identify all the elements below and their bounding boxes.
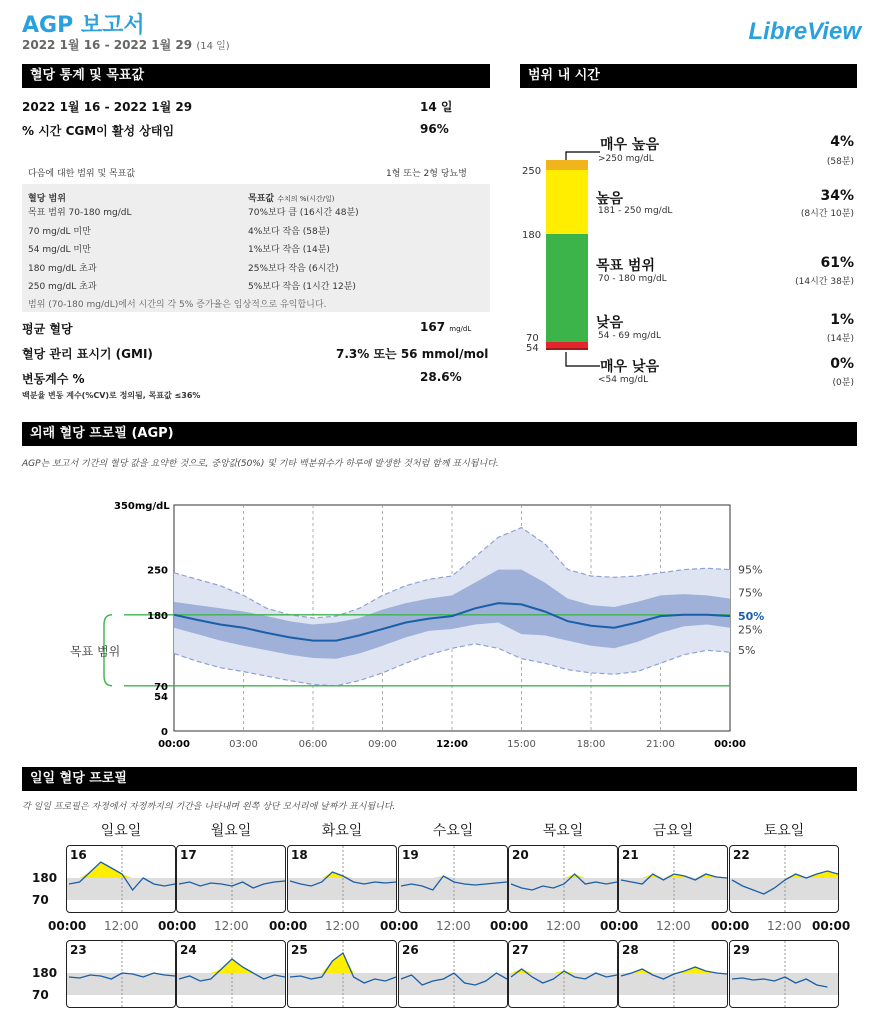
daily-target-band bbox=[177, 878, 286, 900]
daily-date-25: 25 bbox=[291, 943, 308, 957]
agp-pct-label-2: 50% bbox=[738, 610, 765, 624]
target-value-1: 4%보다 작음 (58분) bbox=[248, 227, 330, 237]
agp-x-tick-3: 09:00 bbox=[368, 739, 397, 750]
daily-date-24: 24 bbox=[180, 943, 197, 957]
avg-glucose-label: 평균 혈당 bbox=[22, 322, 73, 336]
days-note: (14 일) bbox=[196, 41, 230, 52]
target-value-2: 1%보다 작음 (14분) bbox=[248, 245, 330, 255]
tir-label-very-low: 매우 낮음 bbox=[600, 359, 659, 375]
daily-cell-29 bbox=[729, 940, 839, 1008]
tir-label-low: 낮음 bbox=[596, 315, 624, 331]
avg-glucose-value bbox=[420, 320, 471, 334]
agp-pct-label-1: 75% bbox=[738, 586, 763, 600]
daily-date-29: 29 bbox=[733, 943, 750, 957]
daily-target-band bbox=[619, 973, 728, 995]
tir-connector-veryhigh bbox=[566, 152, 600, 160]
targets-intro: 다음에 대한 범위 및 목표값 bbox=[28, 169, 136, 179]
gmi-value: 7.3% 또는 56 mmol/mol bbox=[336, 347, 489, 361]
weekday-2: 화요일 bbox=[321, 823, 363, 839]
agp-x-tick-5: 15:00 bbox=[507, 739, 536, 750]
daily-date-28: 28 bbox=[622, 943, 639, 957]
tir-axis-250: 250 bbox=[522, 166, 542, 177]
tir-pct-very-low: 0% bbox=[830, 356, 854, 372]
avg-glucose-unit: mg/dL bbox=[449, 325, 472, 333]
col-target-sub: 수치의 %(시간/일) bbox=[277, 195, 335, 203]
daily-date-23: 23 bbox=[70, 943, 87, 957]
daily-target-band bbox=[288, 878, 397, 900]
daily-date-27: 27 bbox=[512, 943, 529, 957]
tir-pct-target: 61% bbox=[820, 255, 854, 271]
cv-value: 28.6% bbox=[420, 370, 462, 384]
daily-x-label-end: 00:00 bbox=[812, 919, 851, 933]
tir-pct-low: 1% bbox=[830, 312, 854, 328]
tir-axis-70: 70 bbox=[526, 333, 539, 344]
targets-note: 범위 (70-180 mg/dL)에서 시간의 각 5% 증가율은 임상적으로 유익합니다. bbox=[28, 300, 327, 310]
agp-target-label: 목표 범위 bbox=[70, 644, 121, 659]
daily-x-label-noon-6: 12:00 bbox=[767, 919, 802, 933]
agp-description: AGP는 보고서 기간의 혈당 값을 요약한 것으로, 중앙값(50%) 및 기타 백분위수가 하루에 발생한 것처럼 함께 표시됩니다. bbox=[22, 459, 499, 469]
weekday-4: 목요일 bbox=[542, 823, 584, 839]
daily-target-band bbox=[619, 878, 728, 900]
daily-cell-18 bbox=[287, 845, 397, 913]
daily-target-band bbox=[288, 973, 397, 995]
daily-date-21: 21 bbox=[622, 848, 639, 862]
tir-time-low: (14분) bbox=[826, 334, 854, 344]
weekday-0: 일요일 bbox=[100, 823, 142, 839]
tir-time-high: (8시간 10분) bbox=[800, 209, 854, 219]
daily-date-16: 16 bbox=[70, 848, 87, 862]
tir-bar-target bbox=[546, 234, 588, 342]
targets-table bbox=[22, 184, 490, 312]
target-range-3: 180 mg/dL 초과 bbox=[28, 264, 97, 274]
agp-chart bbox=[22, 488, 857, 763]
agp-y-tick-250: 250 bbox=[147, 565, 168, 577]
daily-cell-17 bbox=[176, 845, 286, 913]
daily-high-fill bbox=[401, 876, 507, 878]
daily-date-19: 19 bbox=[402, 848, 419, 862]
daily-cell-25 bbox=[287, 940, 397, 1008]
target-range-2: 54 mg/dL 미만 bbox=[28, 245, 91, 255]
daily-x-label-noon-2: 12:00 bbox=[325, 919, 360, 933]
target-value-3: 25%보다 작음 (6시간) bbox=[248, 264, 339, 274]
target-value-4: 5%보다 작음 (1시간 12분) bbox=[248, 282, 356, 292]
target-value-0: 70%보다 큼 (16시간 48분) bbox=[248, 208, 359, 218]
gmi-label: 혈당 관리 표시기 (GMI) bbox=[22, 347, 153, 361]
agp-x-tick-2: 06:00 bbox=[298, 739, 328, 750]
tir-range-high: 181 - 250 mg/dL bbox=[598, 206, 673, 216]
daily-cell-21 bbox=[618, 845, 728, 913]
agp-y-tick-180: 180 bbox=[147, 610, 168, 622]
tir-range-target: 70 - 180 mg/dL bbox=[598, 274, 667, 284]
cv-note: 백분율 변동 계수(%CV)로 정의됨, 목표값 ≤36% bbox=[22, 391, 201, 400]
tir-range-very-high: >250 mg/dL bbox=[598, 154, 654, 164]
daily-cell-19 bbox=[398, 845, 508, 913]
tir-section-header: 범위 내 시간 bbox=[520, 64, 857, 88]
tir-pct-high: 34% bbox=[820, 188, 854, 204]
report-date-range bbox=[22, 36, 230, 53]
daily-target-band bbox=[730, 878, 839, 900]
tir-range-very-low: <54 mg/dL bbox=[598, 375, 649, 385]
cgm-active-label: % 시간 CGM이 활성 상태임 bbox=[22, 124, 175, 138]
tir-label-very-high: 매우 높음 bbox=[600, 137, 659, 153]
period-value: 14 일 bbox=[420, 100, 453, 114]
daily-date-17: 17 bbox=[180, 848, 197, 862]
agp-x-tick-6: 18:00 bbox=[576, 739, 606, 750]
daily-date-22: 22 bbox=[733, 848, 750, 862]
tir-time-target: (14시간 38분) bbox=[795, 277, 854, 287]
daily-cell-16 bbox=[66, 845, 176, 913]
daily-x-label-start-5: 00:00 bbox=[600, 919, 639, 933]
col-target-title: 목표값 bbox=[248, 194, 275, 204]
daily-cell-27 bbox=[508, 940, 618, 1008]
tir-label-target: 목표 범위 bbox=[596, 258, 655, 274]
tir-time-very-high: (58분) bbox=[826, 157, 854, 167]
period-label: 2022 1월 16 - 2022 1월 29 bbox=[22, 100, 193, 114]
targets-diabetes-type: 1형 또는 2형 당뇨병 bbox=[386, 169, 467, 179]
daily-cell-24 bbox=[176, 940, 286, 1008]
agp-section-header: 외래 혈당 프로필 (AGP) bbox=[22, 422, 857, 446]
daily-x-label-noon-3: 12:00 bbox=[436, 919, 471, 933]
daily-description: 각 일일 프로필은 자정에서 자정까지의 기간을 나타내며 왼쪽 상단 모서리에 날짜가 표시됩니다. bbox=[22, 802, 396, 812]
target-range-4: 250 mg/dL 초과 bbox=[28, 282, 97, 292]
daily-x-label-noon-5: 12:00 bbox=[656, 919, 691, 933]
daily-target-band bbox=[730, 973, 839, 995]
tir-time-very-low: (0분) bbox=[832, 378, 854, 388]
daily-y-label-0-1: 70 bbox=[32, 893, 49, 907]
daily-target-band bbox=[67, 878, 176, 900]
daily-y-label-0-0: 180 bbox=[32, 871, 58, 885]
daily-cell-20 bbox=[508, 845, 618, 913]
stats-section-header: 혈당 통계 및 목표값 bbox=[22, 64, 490, 88]
tir-connector-verylow bbox=[566, 352, 600, 366]
agp-pct-label-0: 95% bbox=[738, 563, 763, 577]
tir-bar-very-high bbox=[546, 160, 588, 170]
daily-x-label-start-2: 00:00 bbox=[269, 919, 308, 933]
daily-x-label-noon-0: 12:00 bbox=[104, 919, 139, 933]
daily-x-label-noon-4: 12:00 bbox=[546, 919, 581, 933]
agp-y-tick-0: 0 bbox=[161, 727, 168, 738]
agp-pct-label-4: 5% bbox=[738, 644, 756, 658]
daily-high-fill bbox=[179, 959, 285, 973]
daily-y-label-1-0: 180 bbox=[32, 966, 58, 980]
agp-y-tick-54: 54 bbox=[154, 692, 168, 704]
col-range-header: 혈당 범위 bbox=[28, 194, 66, 204]
daily-x-label-start-0: 00:00 bbox=[48, 919, 87, 933]
tir-axis-54: 54 bbox=[526, 343, 539, 354]
agp-x-tick-7: 21:00 bbox=[646, 739, 675, 750]
daily-cell-23 bbox=[66, 940, 176, 1008]
tir-bar-very-low-line bbox=[546, 348, 588, 350]
col-target-header bbox=[248, 191, 335, 204]
daily-x-label-start-1: 00:00 bbox=[158, 919, 197, 933]
daily-date-20: 20 bbox=[512, 848, 529, 862]
daily-date-18: 18 bbox=[291, 848, 308, 862]
page-title: AGP 보고서 bbox=[22, 13, 145, 38]
avg-glucose-number: 167 bbox=[420, 320, 446, 334]
tir-axis-180: 180 bbox=[522, 230, 542, 241]
target-range-1: 70 mg/dL 미만 bbox=[28, 227, 91, 237]
weekday-5: 금요일 bbox=[652, 823, 694, 839]
daily-cell-22 bbox=[729, 845, 839, 913]
daily-y-label-1-1: 70 bbox=[32, 988, 49, 1002]
brand-logo: LibreView bbox=[748, 18, 861, 45]
cgm-active-value: 96% bbox=[420, 122, 449, 136]
daily-date-26: 26 bbox=[402, 943, 419, 957]
daily-x-label-start-3: 00:00 bbox=[380, 919, 419, 933]
tir-bar-high bbox=[546, 170, 588, 234]
weekday-6: 토요일 bbox=[763, 823, 805, 839]
agp-x-tick-8: 00:00 bbox=[714, 739, 746, 750]
daily-target-band bbox=[509, 973, 618, 995]
agp-x-tick-4: 12:00 bbox=[436, 739, 468, 750]
target-range-0: 목표 범위 70-180 mg/dL bbox=[28, 208, 132, 218]
daily-cell-28 bbox=[618, 940, 728, 1008]
daily-x-label-start-4: 00:00 bbox=[490, 919, 529, 933]
agp-y-tick-70: 70 bbox=[154, 681, 168, 693]
date-range-text: 2022 1월 16 - 2022 1월 29 bbox=[22, 38, 193, 52]
weekday-1: 월요일 bbox=[210, 823, 252, 839]
agp-y-label-top: 350mg/dL bbox=[114, 501, 170, 512]
tir-range-low: 54 - 69 mg/dL bbox=[598, 331, 661, 341]
cv-label: 변동계수 % bbox=[22, 372, 85, 386]
tir-label-high: 높음 bbox=[596, 191, 624, 207]
agp-pct-label-3: 25% bbox=[738, 623, 763, 637]
daily-x-label-start-6: 00:00 bbox=[711, 919, 750, 933]
daily-cell-26 bbox=[398, 940, 508, 1008]
daily-x-label-noon-1: 12:00 bbox=[214, 919, 249, 933]
daily-section-header: 일일 혈당 프로필 bbox=[22, 767, 857, 791]
tir-pct-very-high: 4% bbox=[830, 134, 854, 150]
weekday-3: 수요일 bbox=[432, 823, 474, 839]
agp-x-tick-1: 03:00 bbox=[229, 739, 258, 750]
agp-x-tick-0: 00:00 bbox=[158, 739, 190, 750]
